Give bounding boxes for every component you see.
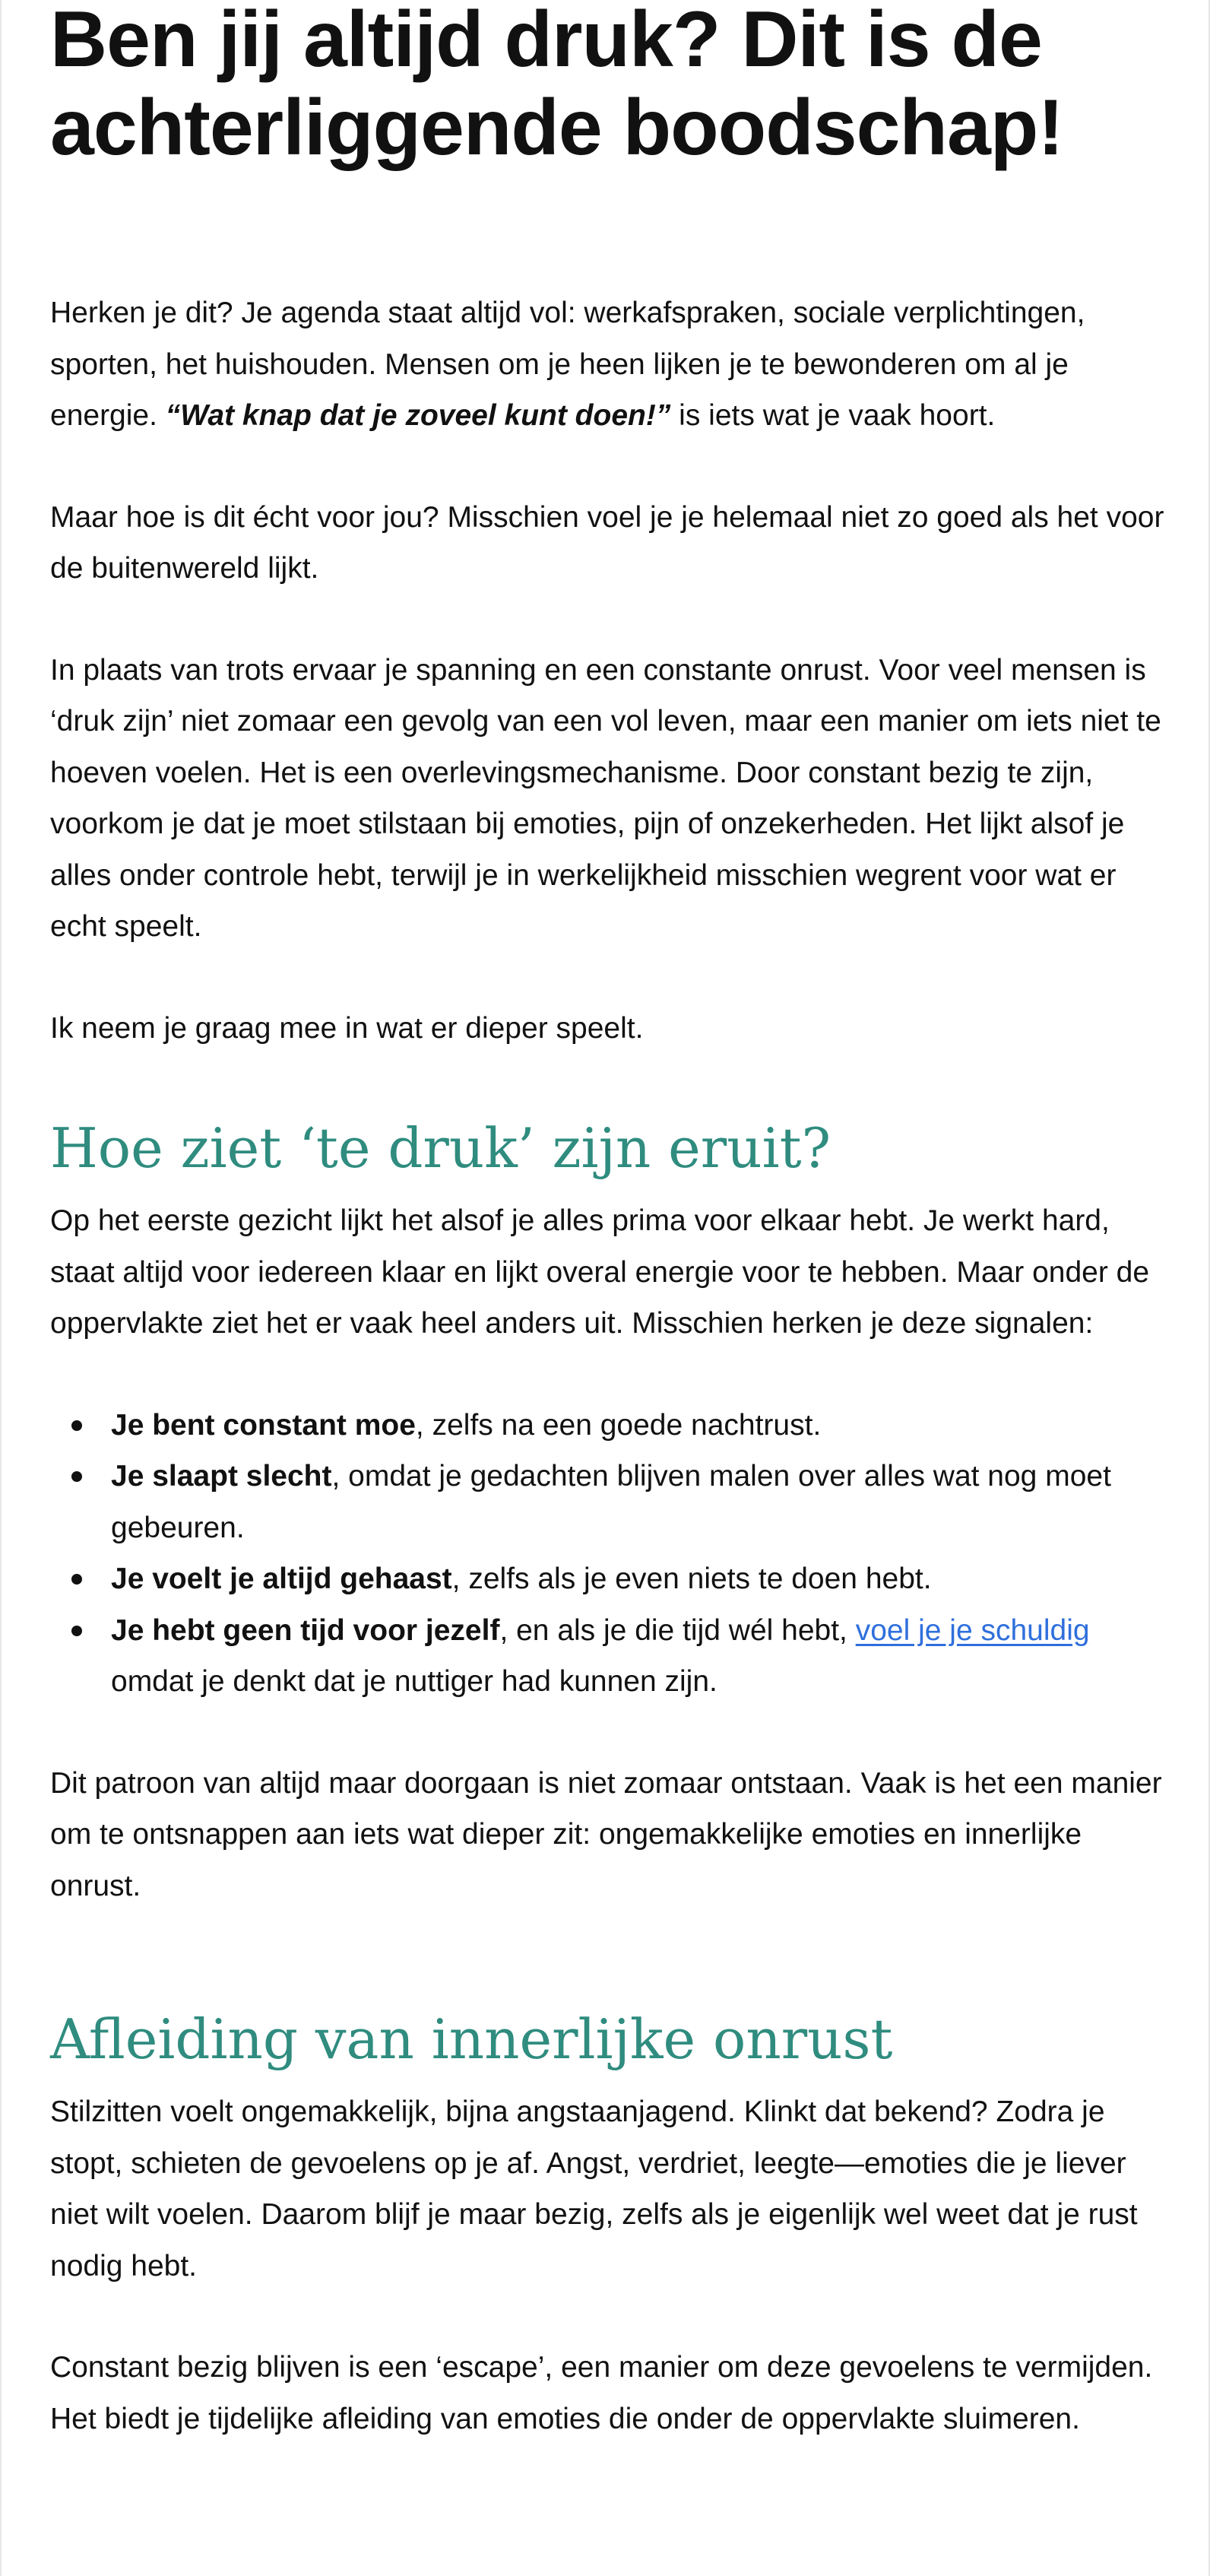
article-title: Ben jij altijd druk? Dit is de achterliggende boodschap! xyxy=(50,0,1063,172)
list-item-text: , zelfs als je even niets te doen hebt. xyxy=(451,1562,932,1595)
article xyxy=(50,0,1167,2444)
list-item xyxy=(111,1400,1167,1451)
list-item xyxy=(111,1451,1167,1553)
list-item-bold: Je bent constant moe xyxy=(111,1408,416,1442)
list-item-text: , en als je die tijd wél hebt, xyxy=(499,1613,856,1647)
list-item-text: , zelfs na een goede nachtrust. xyxy=(415,1408,822,1442)
intro-p1-text-b: is iets wat je vaak hoort. xyxy=(670,399,996,432)
intro-p1-text-a: Herken je dit? Je agenda staat altijd vol: werkafspraken, sociale verplichtingen, sporten, het huishouden. Mensen om je heen lijken je te bewonderen om al je energie. xyxy=(50,297,1085,432)
bullet-icon xyxy=(71,1574,82,1585)
section2-paragraph-2: Constant bezig blijven is een ‘escape’, een manier om deze gevoelens te vermijden. Het biedt je tijdelijke afleiding van emoties die onder de oppervlakte sluimeren. xyxy=(50,2351,1153,2435)
bullet-icon xyxy=(71,1626,82,1636)
intro-p1-quote: “Wat knap dat je zoveel kunt doen!” xyxy=(165,399,671,432)
list-item-text: , omdat je gedachten blijven malen over alles wat nog moet gebeuren. xyxy=(111,1460,1111,1544)
bullet-icon xyxy=(71,1471,82,1482)
list-item-tail: omdat je denkt dat je nuttiger had kunnen zijn. xyxy=(111,1665,717,1698)
bullet-icon xyxy=(71,1420,82,1431)
list-item-bold: Je hebt geen tijd voor jezelf xyxy=(111,1613,500,1647)
intro-paragraph-3: In plaats van trots ervaar je spanning en een constante onrust. Voor veel mensen is ‘druk zijn’ niet zomaar een gevolg van een vol leven, maar een manier om iets niet te hoeven voelen. Het is een overlevingsmechanisme. Door constant bezig te zijn, voorkom je dat je moet stilstaan bij emoties, pijn of onzekerheden. Het lijkt alsof je alles onder controle hebt, terwijl je in werkelijkheid misschien wegrent voor wat er echt speelt. xyxy=(50,653,1161,943)
list-item xyxy=(111,1605,1167,1708)
intro-paragraph-4: Ik neem je graag mee in wat er dieper speelt. xyxy=(50,1011,644,1045)
section-heading-distraction: Afleiding van innerlijke onrust xyxy=(50,2007,893,2071)
list-item-bold: Je slaapt slecht xyxy=(111,1460,332,1493)
guilt-link[interactable]: voel je je schuldig xyxy=(855,1613,1090,1647)
section1-paragraph-1: Op het eerste gezicht lijkt het alsof je alles prima voor elkaar hebt. Je werkt hard, staat altijd voor iedereen klaar en lijkt overal energie voor te hebben. Maar onder de oppervlakte ziet het er vaak heel anders uit. Misschien herken je deze signalen: xyxy=(50,1204,1150,1340)
section2-paragraph-1: Stilzitten voelt ongemakkelijk, bijna angstaanjagend. Klinkt dat bekend? Zodra je stopt, schieten de gevoelens op je af. Angst, verdriet, leegte—emoties die je liever niet wilt voelen. Daarom blijf je maar bezig, zelfs als je eigenlijk wel weet dat je rust nodig hebt. xyxy=(50,2095,1138,2283)
section-heading-signals: Hoe ziet ‘te druk’ zijn eruit? xyxy=(50,1116,831,1180)
signals-list xyxy=(50,1400,1167,1708)
list-item-bold: Je voelt je altijd gehaast xyxy=(111,1562,452,1595)
intro-paragraph-1 xyxy=(50,287,1167,442)
section1-paragraph-2: Dit patroon van altijd maar doorgaan is niet zomaar ontstaan. Vaak is het een manier om te ontsnappen aan iets wat dieper zit: ongemakkelijke emoties en innerlijke onrust. xyxy=(50,1766,1162,1902)
intro-paragraph-2: Maar hoe is dit écht voor jou? Misschien voel je je helemaal niet zo goed als het voor de buitenwereld lijkt. xyxy=(50,500,1164,585)
list-item xyxy=(111,1553,1167,1605)
